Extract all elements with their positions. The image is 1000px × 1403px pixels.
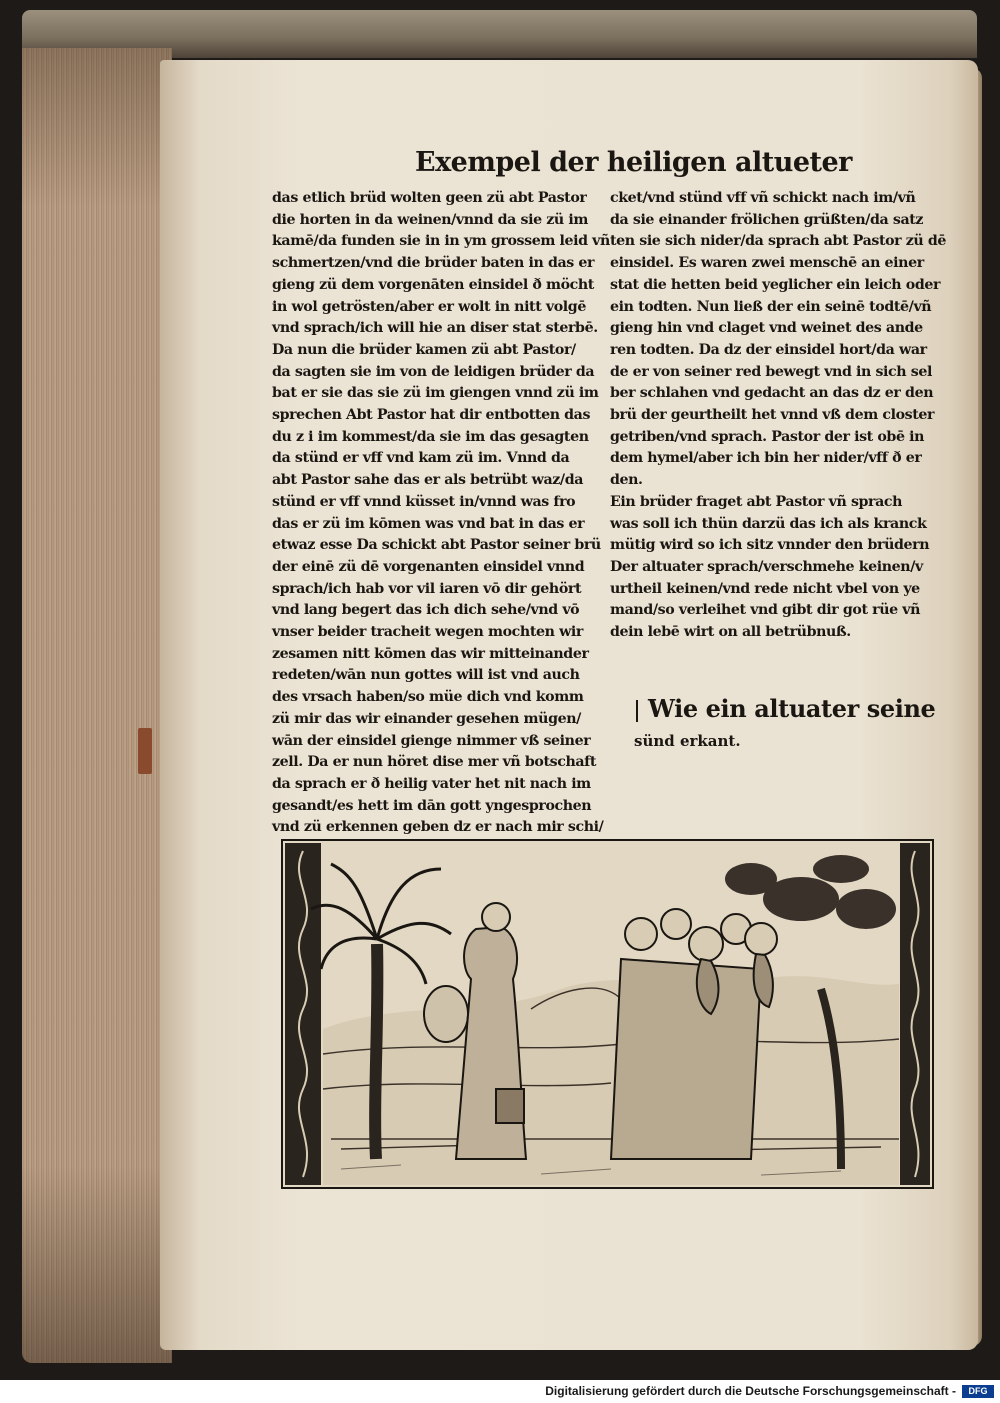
text-line: etwaz esse Da schickt abt Pastor seiner brü bbox=[272, 537, 601, 554]
text-line: bat er sie das sie zü im giengen vnnd zü im bbox=[272, 385, 599, 402]
text-line: du z i im kommest/da sie im das gesagten bbox=[272, 428, 589, 445]
text-line: ein todten. Nun ließ der ein seinē todtē/vñ bbox=[610, 298, 932, 315]
page-stack-shadow bbox=[22, 48, 172, 1363]
left-text-column bbox=[272, 188, 610, 839]
text-line: Der altuater sprach/verschmehe keinen/v bbox=[610, 558, 923, 575]
text-line: kamē/da funden sie in in ym grossem leid vñ bbox=[272, 233, 610, 250]
right-text-column bbox=[610, 188, 946, 644]
text-line: zell. Da er nun höret dise mer vñ botschaft bbox=[272, 754, 597, 771]
text-line: redeten/wān nun gottes will ist vnd auch bbox=[272, 667, 580, 684]
text-line: den. bbox=[610, 472, 643, 489]
text-line: Da nun die brüder kamen zü abt Pastor/ bbox=[272, 341, 576, 358]
woodcut-illustration bbox=[281, 839, 934, 1189]
text-line: des vrsach haben/so müe dich vnd komm bbox=[272, 689, 584, 706]
text-line: schmertzen/vnd die brüder baten in das er bbox=[272, 255, 595, 272]
text-line: in wol getrösten/aber er wolt in nitt volgē bbox=[272, 298, 586, 315]
text-line: das etlich brüd wolten geen zü abt Pastor bbox=[272, 190, 587, 206]
text-line: gieng zü dem vorgenāten einsidel ð möcht bbox=[272, 276, 594, 293]
text-line: dem hymel/aber ich bin her nider/vff ð er bbox=[610, 450, 922, 467]
text-line: das er zü im kōmen was vnd bat in das er bbox=[272, 515, 585, 532]
dfg-logo: DFG bbox=[962, 1385, 994, 1398]
text-line: brü der geurtheilt het vnnd vß dem closter bbox=[610, 407, 935, 424]
text-line: was soll ich thün darzü das ich als kranck bbox=[610, 515, 927, 532]
text-line: de er von seiner red bewegt vnd in sich sel bbox=[610, 363, 932, 380]
text-line: cket/vnd stünd vff vñ schickt nach im/vñ bbox=[610, 190, 916, 206]
text-line: mütig wird so ich sitz vnnder den brüdern bbox=[610, 537, 930, 554]
funding-credit: Digitalisierung gefördert durch die Deutsche Forschungsgemeinschaft - bbox=[545, 1384, 956, 1398]
text-line: die horten in da weinen/vnnd da sie zü im bbox=[272, 211, 588, 228]
heading-mark bbox=[636, 700, 638, 722]
text-line: sprach/ich hab vor vil iaren vō dir gehört bbox=[272, 580, 582, 597]
text-line: ber schlahen vnd gedacht an das dz er den bbox=[610, 385, 934, 402]
text-line: ten sie sich nider/da sprach abt Pastor zü dē bbox=[610, 233, 947, 250]
text-line: da sie einander frölichen grüßten/da satz bbox=[610, 211, 924, 228]
footer-bar bbox=[0, 1380, 1000, 1403]
text-line: dein lebē wirt on all betrübnuß. bbox=[610, 624, 851, 641]
text-line: stünd er vff vnnd küsset in/vnnd was fro bbox=[272, 493, 576, 510]
section-heading: Wie ein altuater seine bbox=[648, 694, 936, 723]
text-line: da stünd er vff vnd kam zü im. Vnnd da bbox=[272, 450, 570, 467]
text-line: vnd sprach/ich will hie an diser stat sterbē. bbox=[272, 320, 598, 337]
text-line: ren todten. Da dz der einsidel hort/da war bbox=[610, 341, 927, 358]
text-line: zü mir das wir einander gesehen mügen/ bbox=[272, 710, 581, 727]
text-line: zesamen nitt kōmen das wir mitteinander bbox=[272, 645, 589, 662]
text-line: vnser beider tracheit wegen mochten wir bbox=[272, 624, 583, 641]
text-line: urtheil keinen/vnd rede nicht vbel von ye bbox=[610, 580, 920, 597]
text-line: vnd zü erkennen geben dz er nach mir schi/ bbox=[272, 819, 604, 836]
text-line: der einē zü dē vorgenanten einsidel vnnd bbox=[272, 558, 585, 575]
text-line: gesandt/es hett im dān gott yngesprochen bbox=[272, 797, 592, 814]
text-line: gieng hin vnd claget vnd weinet des ande bbox=[610, 320, 923, 337]
text-line: vnd lang begert das ich dich sehe/vnd vō bbox=[272, 602, 580, 619]
text-line: abt Pastor sahe das er als betrübt waz/da bbox=[272, 472, 584, 489]
text-line: stat die hetten beid yeglicher ein leich oder bbox=[610, 276, 941, 293]
bookmark-tab bbox=[138, 728, 152, 774]
text-line: Ein brüder fraget abt Pastor vñ sprach bbox=[610, 493, 903, 510]
text-line: wān der einsidel gienge nimmer vß seiner bbox=[272, 732, 591, 749]
section-heading-continuation: sünd erkant. bbox=[634, 732, 741, 750]
text-line: da sprach er ð heilig vater het nit nach im bbox=[272, 775, 591, 792]
text-line: einsidel. Es waren zwei menschē an einer bbox=[610, 255, 924, 272]
text-line: getriben/vnd sprach. Pastor der ist obē in bbox=[610, 428, 925, 445]
text-line: da sagten sie im von de leidigen brüder da bbox=[272, 363, 595, 380]
text-line: sprechen Abt Pastor hat dir entbotten das bbox=[272, 407, 591, 424]
text-line: mand/so verleihet vnd gibt dir got rüe vñ bbox=[610, 602, 921, 619]
running-head: Exempel der heiligen altueter bbox=[415, 147, 852, 178]
